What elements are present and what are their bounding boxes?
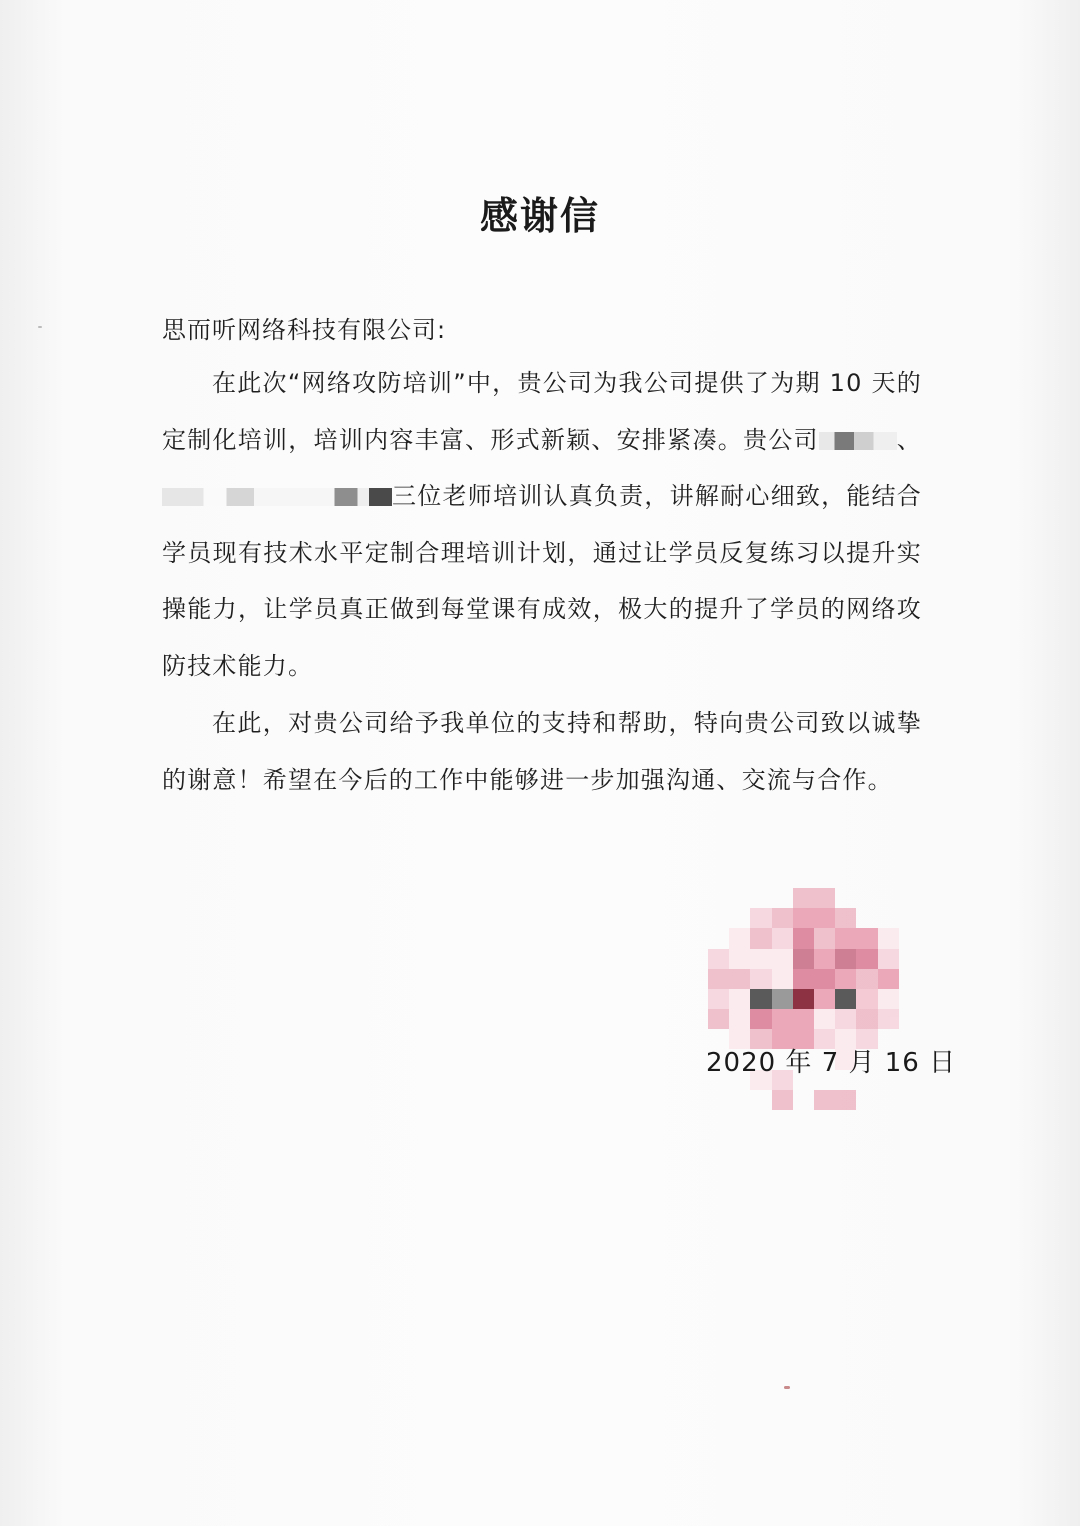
- seal-mosaic-cell: [793, 1090, 814, 1110]
- seal-mosaic-cell: [814, 1009, 835, 1029]
- seal-mosaic-cell: [856, 989, 877, 1009]
- seal-mosaic-cell: [835, 928, 856, 948]
- seal-mosaic-cell: [878, 928, 899, 948]
- seal-mosaic-cell: [814, 1090, 835, 1110]
- seal-mosaic-cell: [750, 928, 771, 948]
- seal-mosaic-cell: [793, 888, 814, 908]
- seal-mosaic-cell: [814, 908, 835, 928]
- seal-mosaic-cell: [793, 928, 814, 948]
- seal-mosaic-cell: [793, 969, 814, 989]
- seal-mosaic-cell: [729, 928, 750, 948]
- seal-mosaic-cell: [750, 888, 771, 908]
- seal-mosaic-cell: [899, 888, 920, 908]
- paragraph-1: [162, 355, 922, 694]
- seal-mosaic-cell: [772, 908, 793, 928]
- seal-mosaic-cell: [729, 888, 750, 908]
- seal-mosaic-cell: [772, 949, 793, 969]
- seal-mosaic-cell: [899, 1090, 920, 1110]
- redacted-name-1: [819, 432, 897, 450]
- seal-mosaic-cell: [729, 989, 750, 1009]
- seal-mosaic-cell: [878, 969, 899, 989]
- seal-mosaic-cell: [814, 969, 835, 989]
- seal-mosaic-cell: [729, 1090, 750, 1110]
- paper-speck: [38, 326, 42, 328]
- seal-mosaic-cell: [793, 989, 814, 1009]
- seal-mosaic-cell: [814, 949, 835, 969]
- seal-mosaic-cell: [878, 949, 899, 969]
- seal-mosaic-cell: [708, 949, 729, 969]
- seal-mosaic-cell: [708, 969, 729, 989]
- letter-date: 2020 年 7 月 16 日: [706, 1048, 957, 1078]
- redacted-names-2-3: [162, 488, 392, 506]
- seal-mosaic-cell: [835, 949, 856, 969]
- seal-mosaic-cell: [856, 1009, 877, 1029]
- seal-mosaic-cell: [856, 908, 877, 928]
- seal-mosaic-cell: [750, 949, 771, 969]
- seal-mosaic-cell: [835, 908, 856, 928]
- seal-mosaic-cell: [856, 969, 877, 989]
- seal-mosaic-cell: [729, 969, 750, 989]
- seal-mosaic-cell: [899, 969, 920, 989]
- seal-mosaic-cell: [835, 1090, 856, 1110]
- paragraph-1-text-b: 三位老师培训认真负责，讲解耐心细致，能结合学员现有技术水平定制合理培训计划，通过让学员反复练习以提升实操能力，让学员真正做到每堂课有成效，极大的提升了学员的网络攻防技术能力。: [162, 482, 922, 680]
- seal-mosaic-cell: [772, 989, 793, 1009]
- seal-mosaic-cell: [899, 928, 920, 948]
- seal-mosaic-cell: [729, 908, 750, 928]
- seal-mosaic-cell: [750, 1090, 771, 1110]
- salutation: 思而听网络科技有限公司:: [162, 316, 447, 344]
- seal-mosaic-cell: [899, 989, 920, 1009]
- seal-mosaic-cell: [878, 888, 899, 908]
- seal-mosaic-cell: [793, 949, 814, 969]
- seal-mosaic-cell: [750, 908, 771, 928]
- seal-mosaic-cell: [772, 928, 793, 948]
- seal-mosaic-cell: [708, 888, 729, 908]
- seal-mosaic-cell: [772, 969, 793, 989]
- seal-mosaic-cell: [708, 928, 729, 948]
- seal-mosaic-cell: [793, 908, 814, 928]
- seal-mosaic-cell: [708, 908, 729, 928]
- paragraph-2: 在此，对贵公司给予我单位的支持和帮助，特向贵公司致以诚挚的谢意！希望在今后的工作中能够进一步加强沟通、交流与合作。: [162, 709, 922, 794]
- seal-mosaic-cell: [878, 989, 899, 1009]
- letter-title: 感谢信: [479, 194, 600, 238]
- seal-mosaic-cell: [793, 1009, 814, 1029]
- seal-mosaic-cell: [856, 1090, 877, 1110]
- seal-mosaic-cell: [750, 969, 771, 989]
- seal-mosaic-cell: [878, 1009, 899, 1029]
- seal-mosaic-cell: [772, 888, 793, 908]
- seal-mosaic-cell: [835, 1009, 856, 1029]
- seal-mosaic-cell: [750, 1009, 771, 1029]
- seal-mosaic-cell: [899, 908, 920, 928]
- paragraph-1-text-a: 在此次“网络攻防培训”中，贵公司为我公司提供了为期 10 天的定制化培训，培训内容丰富、形式新颖、安排紧凑。贵公司: [162, 369, 922, 454]
- seal-mosaic-cell: [729, 1009, 750, 1029]
- seal-mosaic-cell: [856, 888, 877, 908]
- seal-mosaic-cell: [835, 888, 856, 908]
- seal-mosaic-cell: [814, 928, 835, 948]
- seal-mosaic-cell: [708, 1090, 729, 1110]
- seal-mosaic-cell: [708, 1009, 729, 1029]
- seal-mosaic-cell: [835, 989, 856, 1009]
- seal-mosaic-cell: [899, 1009, 920, 1029]
- paragraph-1-separator: 、: [896, 425, 922, 454]
- seal-mosaic-cell: [729, 949, 750, 969]
- seal-mosaic-cell: [772, 1009, 793, 1029]
- seal-mosaic-cell: [814, 989, 835, 1009]
- paper-speck: [784, 1386, 790, 1389]
- seal-mosaic-cell: [878, 908, 899, 928]
- seal-mosaic-cell: [856, 928, 877, 948]
- seal-mosaic-cell: [708, 989, 729, 1009]
- seal-mosaic-cell: [835, 969, 856, 989]
- seal-mosaic-cell: [814, 888, 835, 908]
- seal-mosaic-cell: [878, 1090, 899, 1110]
- seal-mosaic-cell: [856, 949, 877, 969]
- seal-mosaic-cell: [750, 989, 771, 1009]
- seal-mosaic-cell: [899, 949, 920, 969]
- seal-mosaic-cell: [772, 1090, 793, 1110]
